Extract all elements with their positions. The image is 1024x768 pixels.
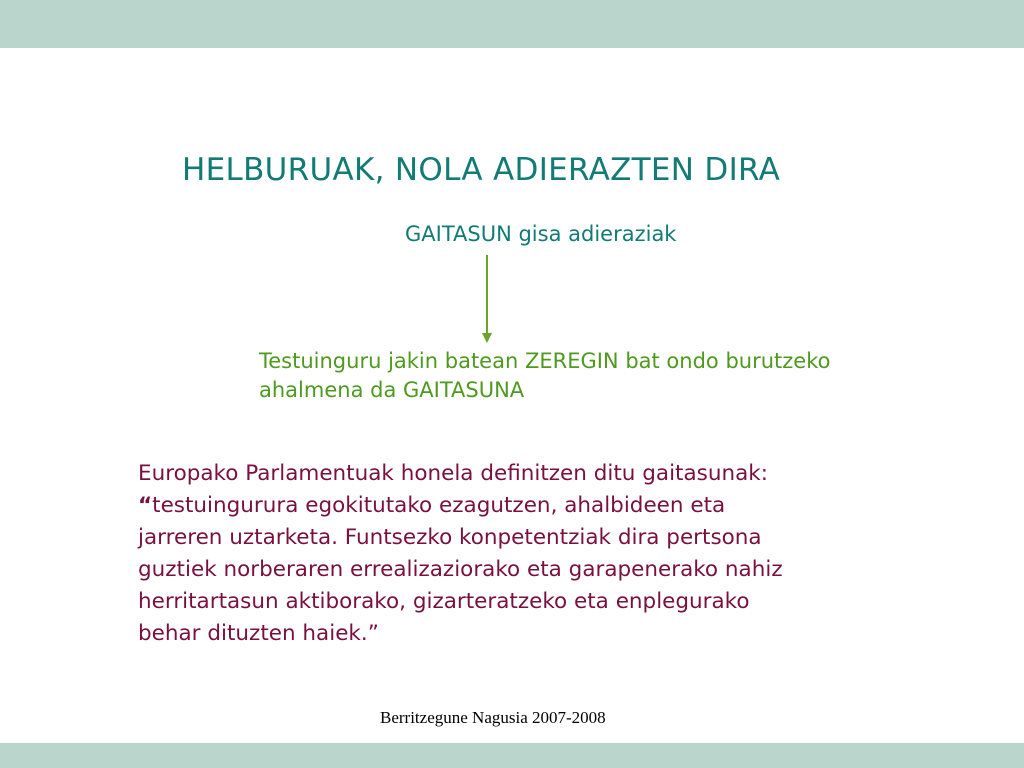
footer-text: Berritzegune Nagusia 2007-2008 [380, 708, 606, 727]
quote-line-5: herritartasun aktiborako, gizarteratzeko eta enplegurako [138, 589, 750, 614]
bottom-band [0, 743, 1024, 768]
quote-line-1: Europako Parlamentuak honela definitzen ditu gaitasunak: [138, 461, 768, 486]
quote-line-3: jarreren uztarketa. Funtsezko konpetentziak dira pertsona [138, 525, 762, 550]
quote-line-6: behar dituzten haiek.” [138, 621, 379, 646]
definition-line-1: Testuinguru jakin batean ZEREGIN bat ondo burutzeko [259, 349, 831, 373]
slide-subtitle: GAITASUN gisa adieraziak [405, 222, 677, 246]
definition-text [259, 347, 999, 405]
definition-line-2: ahalmena da GAITASUNA [259, 378, 525, 402]
quote-line-4: guztiek norberaren errealizaziorako eta garapenerako nahiz [138, 557, 783, 582]
quote-line-2 [138, 490, 958, 522]
top-band [0, 0, 1024, 48]
down-arrow-icon [477, 255, 497, 345]
quote-block [138, 458, 958, 650]
slide-title: HELBURUAK, NOLA ADIERAZTEN DIRA [182, 152, 781, 188]
opening-quote-mark: “ [138, 493, 153, 518]
quote-line-2-text: testuingurura egokitutako ezagutzen, ahalbideen eta [152, 493, 726, 518]
